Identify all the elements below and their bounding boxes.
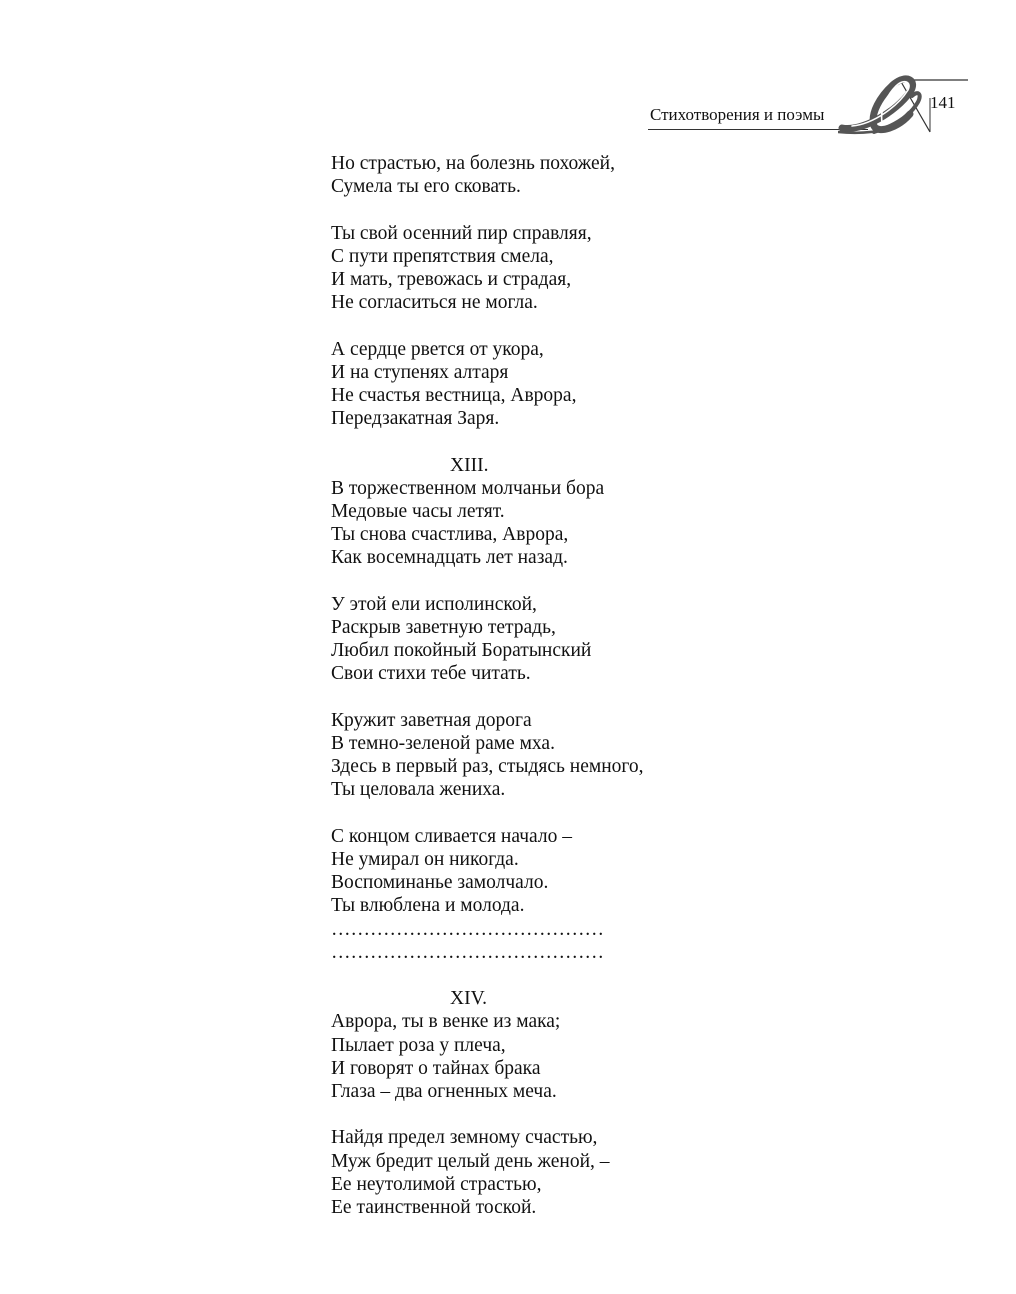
poem-line: Ты снова счастлива, Аврора, [331, 524, 569, 546]
poem-line: Раскрыв заветную тетрадь, [331, 617, 556, 638]
poem-line: Ты свой осенний пир справляя, [331, 222, 592, 244]
section-numeral: XIV. [450, 988, 488, 1010]
poem-line: Ты влюблена и молода. [331, 895, 525, 917]
poem-line: Медовые часы летят. [331, 501, 505, 522]
poem-line: Любил покойный Боратынский [331, 640, 592, 662]
poem-line: В торжественном молчаньи бора [331, 477, 605, 499]
poem-line: Передзакатная Заря. [331, 408, 500, 430]
poem-line: Свои стихи тебе читать. [331, 663, 531, 685]
poem-line: С концом сливается начало – [331, 825, 572, 847]
stanza [331, 593, 951, 686]
poem-line: Пылает роза у плеча, [331, 1034, 506, 1056]
poem-line: И мать, тревожась и страдая, [331, 269, 572, 290]
ellipsis-line: …………………………………… [331, 918, 604, 940]
poem-line: Как восемнадцать лет назад. [331, 547, 568, 569]
poem-line: Ее неутолимой страстью, [331, 1173, 542, 1195]
poem-line: Аврора, ты в венке из мака; [331, 1011, 561, 1033]
poem-line: Ты целовала жениха. [331, 779, 506, 801]
stanza [331, 152, 951, 198]
poem-line: Найдя предел земному счастью, [331, 1127, 598, 1149]
poem-line: Не счастья вестница, Аврора, [331, 385, 577, 406]
stanza [331, 825, 951, 964]
stanza [331, 454, 951, 570]
stanza [331, 1126, 951, 1219]
poem-body [331, 152, 951, 1242]
poem-line: В темно-зеленой раме мха. [331, 733, 555, 754]
poem-line: Муж бредит целый день женой, – [331, 1150, 610, 1172]
poem-line: С пути препятствия смела, [331, 245, 554, 267]
poem-line: Ее таинственной тоской. [331, 1197, 537, 1219]
section-numeral: XIII. [450, 454, 489, 476]
poem-line: Не согласиться не могла. [331, 292, 538, 314]
poem-line: Здесь в первый раз, стыдясь немного, [331, 756, 644, 778]
poem-line: Не умирал он никогда. [331, 849, 519, 870]
poem-line: Глаза – два огненных меча. [331, 1081, 557, 1103]
ellipsis-line: …………………………………… [331, 941, 604, 963]
stanza [331, 987, 951, 1103]
stanza [331, 709, 951, 802]
poem-line: Но страстью, на болезнь похожей, [331, 153, 615, 174]
stanza [331, 338, 951, 431]
poem-line: У этой ели исполинской, [331, 593, 537, 615]
poem-line: Кружит заветная дорога [331, 709, 532, 731]
poem-line: И говорят о тайнах брака [331, 1057, 541, 1079]
poem-line: Сумела ты его сковать. [331, 176, 521, 198]
page-number: 141 [930, 93, 956, 112]
header-rule [648, 129, 868, 130]
poem-line: И на ступенях алтаря [331, 361, 509, 383]
running-head: Стихотворения и поэмы [650, 105, 825, 124]
poem-line: Воспоминанье замолчало. [331, 872, 549, 894]
stanza [331, 222, 951, 315]
poem-line: А сердце рвется от укора, [331, 338, 544, 360]
